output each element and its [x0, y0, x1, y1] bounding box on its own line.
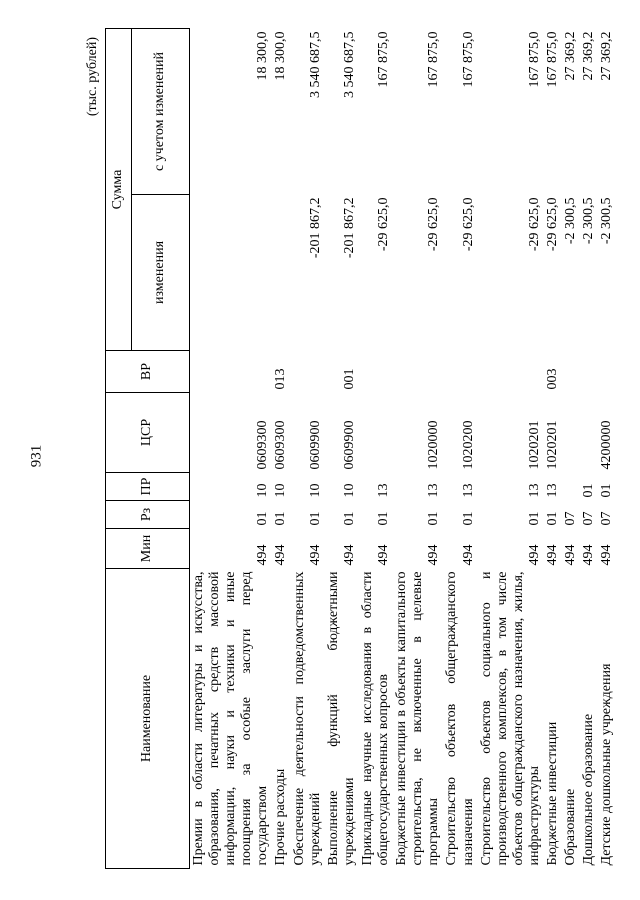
row-pr: 13: [460, 483, 476, 498]
table-row: [393, 29, 443, 869]
row-pr: [562, 473, 580, 501]
row-change: -2 300,5: [599, 197, 615, 245]
row-vr: 003: [544, 368, 560, 390]
row-total: 18 300,0: [273, 31, 289, 81]
row-csr: 0609900: [307, 420, 323, 470]
row-min: 494: [341, 544, 357, 566]
row-rz: 01: [341, 511, 357, 526]
row-min: 494: [255, 544, 271, 566]
row-total: 3 540 687,5: [307, 31, 323, 98]
row-rz: 01: [376, 511, 392, 526]
row-vr: [359, 351, 393, 393]
row-pr: 13: [376, 483, 392, 498]
row-total: 27 369,2: [599, 31, 615, 81]
rotated-page: [85, 29, 615, 869]
row-vr: [291, 351, 325, 393]
row-name: Образование: [563, 788, 579, 866]
row-min: 494: [581, 544, 597, 566]
row-vr: [580, 351, 598, 393]
row-change: -2 300,5: [563, 197, 579, 245]
table-row: [325, 29, 359, 869]
row-rz: 01: [426, 511, 442, 526]
row-rz: 01: [544, 511, 560, 526]
row-change: -201 867,2: [307, 197, 323, 259]
row-csr: 1020201: [526, 420, 542, 470]
row-rz: 01: [526, 511, 542, 526]
table-row: [580, 29, 598, 869]
row-csr: 0609300: [273, 420, 289, 470]
row-name: Строительство объектов социального и производственного комплексов, в том числе объектов общегражданского назначения, жилья, инфраструктуры: [478, 571, 542, 866]
row-total: 167 875,0: [426, 31, 442, 88]
row-pr: 13: [544, 483, 560, 498]
row-rz: 01: [460, 511, 476, 526]
row-pr: 01: [581, 483, 597, 498]
row-rz: 01: [273, 511, 289, 526]
row-csr: 0609900: [341, 420, 357, 470]
table-row: [598, 29, 616, 869]
row-name: Выполнение функций бюджетными учреждениями: [325, 571, 357, 866]
row-vr: [598, 351, 616, 393]
row-min: 494: [273, 544, 289, 566]
row-csr: [580, 393, 598, 473]
row-min: 494: [599, 544, 615, 566]
row-min: 494: [460, 544, 476, 566]
row-vr: [393, 351, 443, 393]
row-rz: 01: [307, 511, 323, 526]
row-change: [272, 195, 290, 351]
row-vr: [478, 351, 544, 393]
row-min: 494: [563, 544, 579, 566]
table-row: [562, 29, 580, 869]
row-change: -29 625,0: [376, 197, 392, 252]
header-sum: Сумма: [106, 29, 132, 351]
row-min: 494: [376, 544, 392, 566]
row-change: -29 625,0: [526, 197, 542, 252]
row-name: Обеспечение деятельности подведомственных учреждений: [291, 571, 323, 866]
row-pr: 13: [526, 483, 542, 498]
row-name: Премии в области литературы и искусства, образования, печатных средств массовой информации, науки и техники и иные поощрения за особые заслуги перед государством: [191, 571, 271, 866]
row-min: 494: [426, 544, 442, 566]
row-min: 494: [544, 544, 560, 566]
row-csr: 1020200: [460, 420, 476, 470]
header-min: Мин: [106, 529, 190, 569]
table-row: [272, 29, 290, 869]
row-csr: 1020000: [426, 420, 442, 470]
header-pr: ПР: [106, 473, 190, 501]
table-row: [291, 29, 325, 869]
row-min: 494: [307, 544, 323, 566]
row-name: Детские дошкольные учреждения: [599, 663, 615, 866]
header-csr: ЦСР: [106, 393, 190, 473]
row-pr: 13: [426, 483, 442, 498]
row-total: 167 875,0: [376, 31, 392, 88]
row-name: Строительство объектов общегражданского назначения: [444, 571, 476, 866]
row-total: 167 875,0: [544, 31, 560, 88]
row-change: [190, 195, 273, 351]
header-with-changes: с учетом изменений: [132, 29, 190, 195]
row-pr: 10: [273, 483, 289, 498]
row-rz: 07: [599, 511, 615, 526]
table-body: [190, 29, 617, 869]
row-name: Бюджетные инвестиции в объекты капитального строительства, не включенные в целевые программы: [394, 571, 442, 866]
row-total: 167 875,0: [460, 31, 476, 88]
header-rz: Рз: [106, 501, 190, 529]
row-name: Бюджетные инвестиции: [544, 721, 560, 866]
row-name: Дошкольное образование: [581, 713, 597, 866]
row-csr: [359, 393, 393, 473]
row-change: -29 625,0: [426, 197, 442, 252]
row-name: Прикладные научные исследования в области общегосударственных вопросов: [359, 571, 392, 866]
row-pr: 10: [307, 483, 323, 498]
row-csr: 4200000: [599, 420, 615, 470]
table-row: [443, 29, 477, 869]
row-vr: [443, 351, 477, 393]
row-rz: 07: [581, 511, 597, 526]
row-name: Прочие расходы: [273, 768, 289, 866]
row-total: 27 369,2: [581, 31, 597, 81]
table-row: [478, 29, 544, 869]
row-csr: 1020201: [544, 420, 560, 470]
row-total: 18 300,0: [255, 31, 271, 81]
row-change: -201 867,2: [341, 197, 357, 259]
row-pr: 01: [599, 483, 615, 498]
row-rz: 07: [563, 511, 579, 526]
row-csr: [562, 393, 580, 473]
table-row: [190, 29, 273, 869]
row-vr: [190, 351, 273, 393]
row-min: 494: [526, 544, 542, 566]
row-vr: [562, 351, 580, 393]
row-change: -29 625,0: [460, 197, 476, 252]
header-name: Наименование: [106, 569, 190, 869]
row-change: -2 300,5: [581, 197, 597, 245]
row-vr: 001: [341, 368, 357, 390]
row-rz: 01: [255, 511, 271, 526]
page-number: 931: [28, 444, 45, 468]
row-change: -29 625,0: [544, 197, 560, 252]
row-total: 27 369,2: [563, 31, 579, 81]
row-pr: 10: [341, 483, 357, 498]
row-csr: 0609300: [255, 420, 271, 470]
header-change: изменения: [132, 195, 190, 351]
row-pr: 10: [255, 483, 271, 498]
row-total: 3 540 687,5: [341, 31, 357, 98]
table-row: [359, 29, 393, 869]
table-row: [544, 29, 562, 869]
units-label: (тыс. рублей): [85, 37, 100, 117]
header-vr: ВР: [106, 351, 190, 393]
row-vr: 013: [273, 368, 289, 390]
budget-table: [105, 28, 616, 869]
row-total: 167 875,0: [526, 31, 542, 88]
